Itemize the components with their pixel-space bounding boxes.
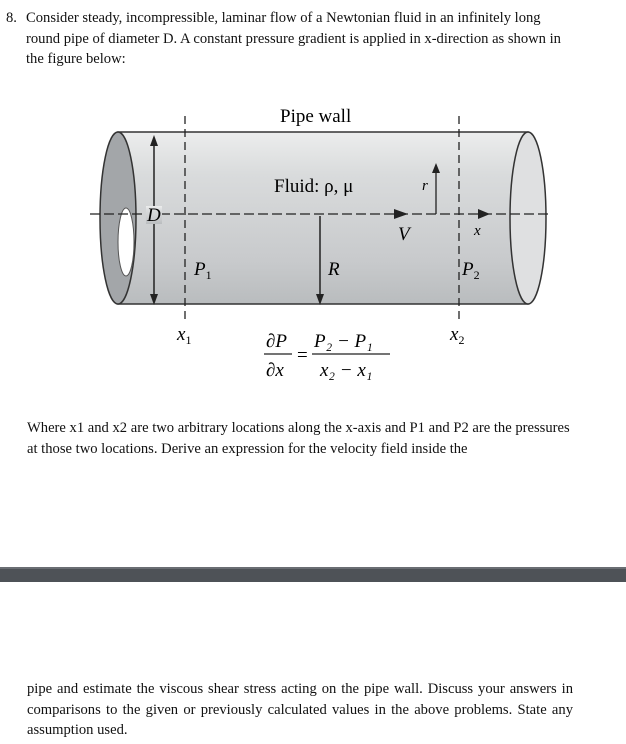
pipe-wall-label: Pipe wall [280, 106, 352, 127]
x2-label: $x_2$ [450, 324, 465, 347]
diameter-label: D [147, 205, 161, 226]
x-label: x [474, 223, 481, 239]
fluid-label: Fluid: ρ, μ [274, 176, 354, 197]
equation-lhs-numerator: ∂P [266, 331, 287, 352]
pipe-flow-figure [88, 92, 558, 402]
equation-rhs-numerator: P₂ − P₁ [314, 331, 373, 352]
p1-label: $P_1$ [194, 259, 212, 282]
velocity-label: V [398, 224, 410, 245]
question-middle-text: Where x1 and x2 are two arbitrary locations along the x-axis and P1 and P2 are the pressures at those two locations. Derive an expression for the velocity field inside the [27, 420, 570, 457]
r-label: r [422, 178, 428, 194]
x1-label: $x_1$ [177, 324, 192, 347]
page-divider [0, 567, 626, 582]
question-intro-text: Consider steady, incompressible, laminar flow of a Newtonian fluid in an infinitely long round pipe of diameter D. A constant pressure gradient is applied in x-direction as shown in the figure below: [26, 10, 561, 67]
equation-rhs-denominator: x₂ − x₁ [320, 360, 373, 381]
question-continued-text: pipe and estimate the viscous shear stress acting on the pipe wall. Discuss your answers in comparisons to the given or previously calculated values in the above problems. State any assumption used. [27, 681, 573, 738]
pressure-gradient-equation [264, 331, 390, 381]
equation-equals: = [297, 345, 308, 366]
question-number: 8. [6, 10, 17, 26]
equation-lhs-denominator: ∂x [266, 360, 284, 381]
p2-label: $P_2$ [462, 259, 480, 282]
radius-label: R [328, 259, 340, 280]
